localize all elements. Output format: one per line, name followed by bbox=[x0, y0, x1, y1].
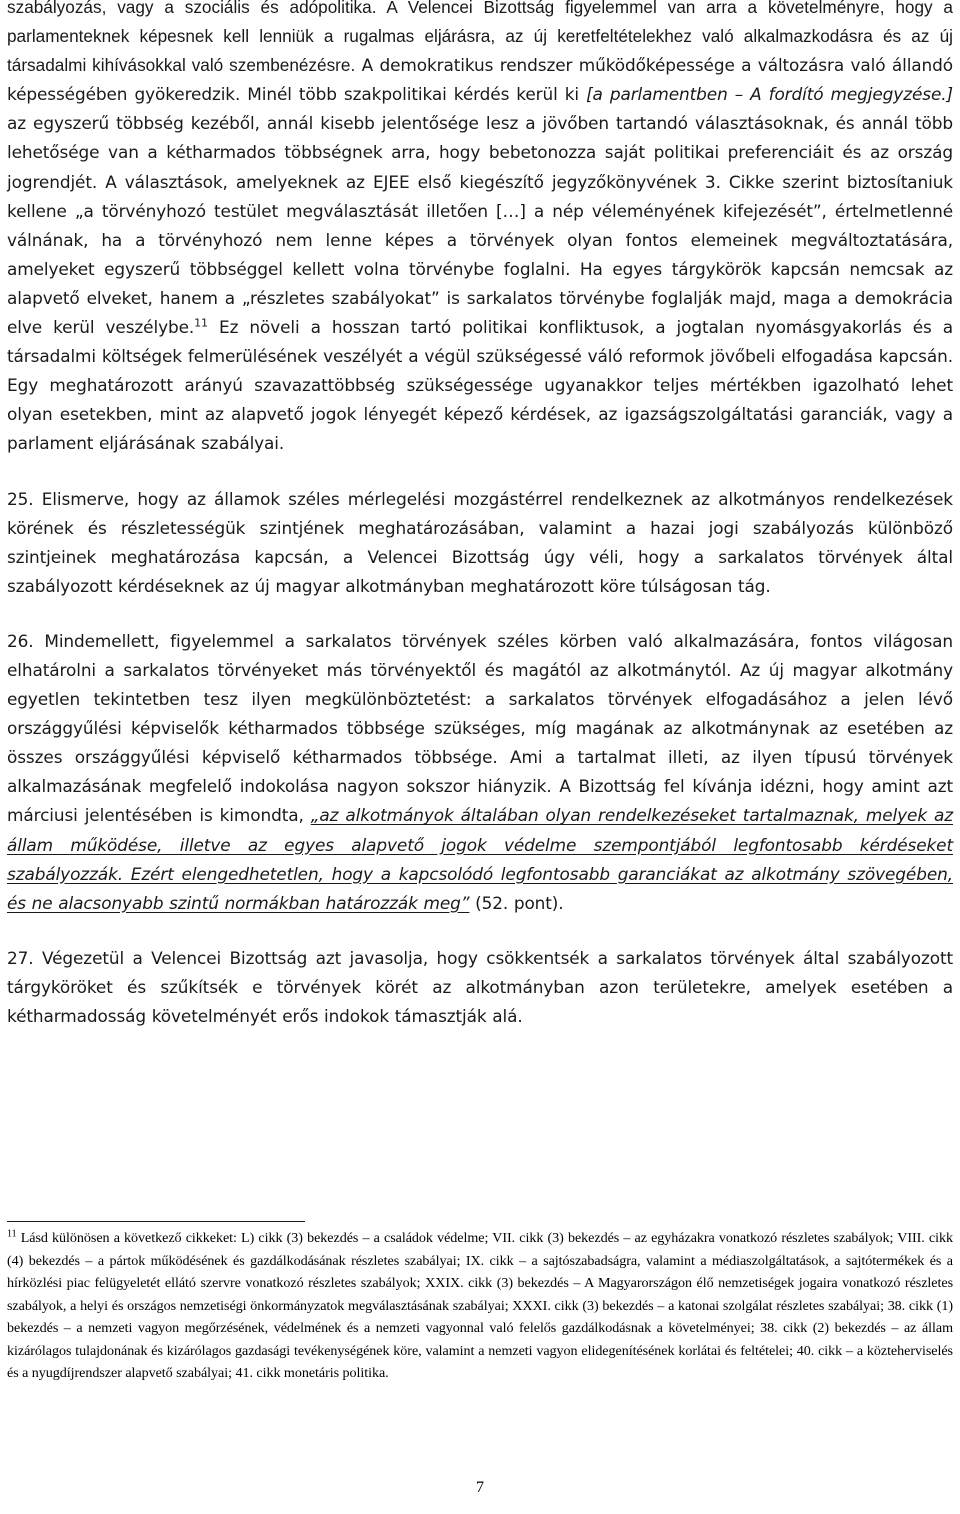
paragraph-continuation bbox=[7, 0, 953, 459]
footnote-separator bbox=[7, 1221, 305, 1222]
text-run: Ami a tartalmat illeti, az ilyen típusú törvények alkalmazásának megfelelő indokolása nagyon sokszor hiányzik. bbox=[7, 747, 953, 797]
text-run: Egy meghatározott arányú szavazattöbbség szükségessége ugyanakkor teljes mértékben igazolható lehet olyan esetekben, mint az alapvető jogok lényegét képező kérdések, az igazságszolgáltatási garanciák, vagy a parlament eljárásának szabályai. bbox=[7, 375, 953, 454]
text-run: Ha egyes tárgykörök kapcsán nemcsak az alapvető elveket, hanem a „részletes szabályokat” is sarkalatos törvénybe foglalják majd, maga a demokrácia elve kerül veszélybe. bbox=[7, 258, 954, 338]
paragraph-25: 25. Elismerve, hogy az államok széles mérlegelési mozgástérrel rendelkeznek az alkotmányos rendelkezések körének és részletességük szintjének meghatározásában, valamint a hazai jogi szabályozás különböző szintjeinek meghatározása kapcsán, a Velencei Bizottság úgy véli, hogy a sarkalatos törvények által szabályozott kérdéseknek az új magyar alkotmányban meghatározott köre túlságosan tág. bbox=[7, 488, 953, 596]
text-run: az egyszerű többség kezéből, annál kisebb jelentősége lesz a jövőben tartandó választásoknak, és annál több lehetősége van a kétharmados többségnek arra, hogy bebetonozza saját politikai preferenciáit és az ország jogrendjét. bbox=[7, 113, 953, 192]
text-run: 26. Mindemellett, figyelemmel a sarkalatos törvények széles körben való alkalmazására, fontos világosan elhatárolni a sarkalatos törvényeket más törvényektől és magától az alkotmánytól. bbox=[7, 630, 953, 680]
text-run: A Velencei Bizottság figyelemmel van arra a követelményre, hogy a parlamenteknek képesnek kell lenniük a rugalmas eljárásra, az új keretfeltételekhez való alkalmazkodásra és az új társadalmi kihívásokkal való szembenézésre. bbox=[7, 0, 953, 76]
footnote-text: Lásd különösen a következő cikkeket: L) cikk (3) bekezdés – a családok védelme; VII. cikk (3) bekezdés – az egyházakra vonatkozó részletes szabályok; VIII. cikk (4) bekezdés – a pártok működésének és gazdálkodásának részletes szabályai; IX. cikk – a sajtószabadságra, valamint a médiaszolgáltatások, a sajtótermékek és a hírközlési piac felügyeletét ellátó szervre vonatkozó részletes szabályok; XXIX. cikk (3) bekezdés – A Magyarországon élő nemzetiségek jogaira vonatkozó részletes szabályok, a helyi és országos nemzetiségi önkormányzatok megválasztásának szabályai; XXXI. cikk (3) bekezdés – a katonai szolgálat részletes szabályai; 38. cikk (1) bekezdés – a nemzeti vagyon megőrzésének, védelmének és a nemzeti vagyonnal való felelős gazdálkodásnak a követelményei; 38. cikk (2) bekezdés – az állam kizárólagos tulajdonának és kizárólagos gazdasági tevékenységének köre, valamint a nemzeti vagyon elidegenítésének korlátai és feltételei; 40. cikk – a közteherviselés és a nyugdíjrendszer alapvető szabályai; 41. cikk monetáris politika. bbox=[7, 1230, 953, 1381]
text-run: Cikke szerint biztosítaniuk kellene „a törvényhozó testület megválasztását illetően […] a nép véleményének kifejezését”, értelmetlenné válnának, ha a törvényhozó nem lenne képes a törvények olyan fontos elemeinek megváltoztatására, amelyeket egyszerű többséggel kellett volna törvénybe foglalni. bbox=[7, 171, 953, 279]
footnote-number: 11 bbox=[7, 1228, 17, 1240]
text-run: A Bizottság fel kívánja idézni, hogy amint azt márciusi jelentésében is kimondta, bbox=[7, 776, 953, 826]
text-run: A választások, amelyeknek az EJEE első kiegészítő jegyzőkönyvének 3. bbox=[97, 171, 721, 192]
translator-note: [a parlamentben – A fordító megjegyzése.] bbox=[586, 84, 953, 105]
quoted-report-text: „az alkotmányok általában olyan rendelkezéseket tartalmaznak, melyek az állam működése, illetve az egyes alapvető jogok védelme szempontjából legfontosabb kérdéseket szabályozzák. Ezért elengedhetetlen, hogy a kapcsolódó legfontosabb garanciákat az alkotmány szövegében, és ne alacsonyabb szintű normákban határozzák meg” bbox=[7, 805, 953, 913]
text-run: szabályozás, vagy a szociális és adópolitika. bbox=[7, 0, 377, 17]
text-run: A demokratikus rendszer működőképessége a változásra való állandó képességében gyökeredzik. Minél több szakpolitikai kérdés kerül ki bbox=[7, 55, 954, 105]
page-number: 7 bbox=[476, 1479, 484, 1496]
text-run: Az új magyar alkotmány egyetlen tekintetben tesz ilyen megkülönböztetést: a sarkalatos törvények elfogadásához a jelen lévő országgyűlési képviselők kétharmados többsége szükséges, míg magának az alkotmánynak az esetében az összes országgyűlési képviselő kétharmados többsége. bbox=[7, 659, 953, 768]
paragraph-26 bbox=[7, 627, 953, 918]
footnote-11 bbox=[7, 1227, 953, 1385]
footnote-reference[interactable]: 11 bbox=[194, 316, 208, 330]
text-run: (52. pont). bbox=[469, 892, 564, 913]
text-run: Ez növeli a hosszan tartó politikai konfliktusok, a jogtalan nyomásgyakorlás és a társadalmi költségek felmerülésének veszélyét a végül szükségessé váló reformok jövőbeli elfogadása kapcsán. bbox=[7, 317, 953, 367]
paragraph-27: 27. Végezetül a Velencei Bizottság azt javasolja, hogy csökkentsék a sarkalatos törvények által szabályozott tárgyköröket és szűkítsék e törvények körét az alkotmányban azon területekre, amelyek esetében a kétharmadosság követelményét erős indokok támasztják alá. bbox=[7, 947, 953, 1026]
